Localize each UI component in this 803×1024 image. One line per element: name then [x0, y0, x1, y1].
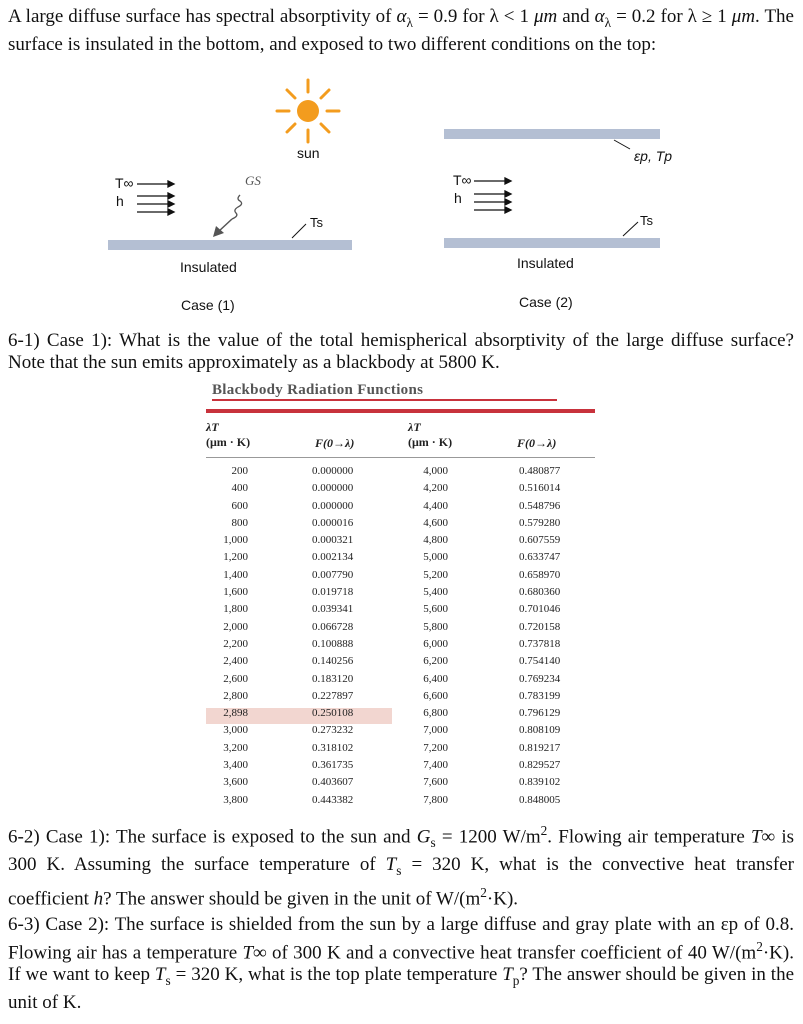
table-cell-lambda-t: 4,200	[423, 482, 448, 495]
q2-h: h	[93, 888, 104, 910]
table-cell-lambda-t: 7,400	[423, 759, 448, 772]
table-cell-lambda-t: 2,898	[223, 707, 248, 720]
alpha-ge-text: = 0.2 for λ ≥ 1	[611, 6, 732, 27]
table-cell-lambda-t: 1,400	[223, 568, 248, 581]
table-cell-fraction: 0.796129	[519, 707, 561, 720]
table-cell-fraction: 0.680360	[519, 586, 561, 599]
table-cell-fraction: 0.361735	[312, 759, 354, 772]
table-cell-lambda-t: 1,200	[223, 551, 248, 564]
table-cell-fraction: 0.250108	[312, 707, 354, 720]
table-cell-lambda-t: 200	[231, 465, 248, 477]
table-top-rule	[206, 409, 595, 413]
ep-tp-label: εp, Tp	[634, 148, 673, 164]
table-cell-fraction: 0.000000	[312, 499, 354, 512]
q2-gs-sub: s	[430, 835, 436, 851]
q3-ts: T	[154, 964, 166, 986]
ep-leader	[614, 140, 630, 149]
intro-text: A large diffuse surface has spectral absorptivity of	[8, 6, 397, 27]
alpha-symbol: α	[396, 6, 407, 27]
h-label-2: h	[454, 190, 462, 206]
q3-tp: T	[502, 964, 513, 986]
table-title: Blackbody Radiation Functions	[212, 382, 424, 398]
table-cell-fraction: 0.007790	[312, 568, 354, 581]
table-cell-lambda-t: 7,200	[423, 741, 448, 754]
table-header-rule	[206, 457, 595, 458]
table-cell-fraction: 0.066728	[312, 620, 354, 633]
table-cell-lambda-t: 6,800	[423, 707, 448, 720]
table-cell-fraction: 0.183120	[312, 672, 354, 685]
h-label-1: h	[116, 193, 124, 209]
q3-text-d: = 320 K, what is the top plate temperature	[170, 964, 503, 986]
table-cell-lambda-t: 1,600	[223, 586, 248, 599]
table-cell-lambda-t: 6,600	[423, 689, 448, 702]
col3-header	[408, 420, 452, 450]
table-cell-fraction: 0.839102	[519, 776, 561, 789]
table-cell-fraction: 0.403607	[312, 776, 354, 789]
table-cell-fraction: 0.227897	[312, 689, 354, 702]
table-cell-lambda-t: 600	[231, 499, 248, 512]
table-cell-lambda-t: 3,400	[223, 759, 248, 772]
q2-text-g: ·K).	[486, 888, 519, 910]
table-cell-fraction: 0.000000	[312, 465, 354, 477]
table-cell-lambda-t: 1,800	[223, 603, 248, 616]
alpha-symbol-2: α	[594, 6, 605, 27]
table-cell-lambda-t: 5,800	[423, 620, 448, 633]
q2-text-c: . Flowing air temperature	[547, 826, 751, 848]
table-cell-lambda-t: 6,400	[423, 672, 448, 685]
table-cell-fraction: 0.516014	[519, 482, 561, 495]
case2-label: Case (2)	[519, 294, 573, 310]
table-cell-lambda-t: 2,600	[223, 672, 248, 685]
case1-label: Case (1)	[181, 297, 235, 313]
table-cell-lambda-t: 2,000	[223, 620, 248, 633]
col-right-f	[519, 463, 589, 809]
ts-label-2: Ts	[640, 213, 653, 228]
case1-surface	[108, 240, 352, 250]
table-cell-lambda-t: 5,400	[423, 586, 448, 599]
col1-unit: (μm · K)	[206, 435, 251, 449]
table-cell-fraction: 0.737818	[519, 637, 561, 650]
table-cell-lambda-t: 400	[231, 482, 248, 495]
intro-and: and	[557, 6, 595, 27]
q2-text-e: = 320 K, what is the convective heat transfer coefficient	[8, 854, 794, 910]
table-cell-lambda-t: 4,600	[423, 516, 448, 529]
col3-unit: (μm · K)	[408, 435, 453, 449]
sun-label: sun	[297, 145, 320, 161]
table-cell-fraction: 0.000016	[312, 516, 354, 529]
question-6-1: 6-1) Case 1): What is the value of the total hemispherical absorptivity of the large diffuse surface? Note that the sun emits approximately as a blackbody at 5800 K.	[8, 330, 794, 373]
table-cell-fraction: 0.480877	[519, 465, 561, 477]
table-cell-lambda-t: 2,200	[223, 637, 248, 650]
table-cell-fraction: 0.548796	[519, 499, 561, 512]
q3-text-b: of 300 K and a convective heat transfer coefficient of 40 W/(m	[266, 942, 757, 964]
col1-header-text: λT	[206, 420, 219, 434]
table-cell-fraction: 0.633747	[519, 551, 561, 564]
table-cell-lambda-t: 3,000	[223, 724, 248, 737]
q2-text-a: 6-2) Case 1): The surface is exposed to the sun and	[8, 826, 417, 848]
table-cell-lambda-t: 6,000	[423, 637, 448, 650]
unit-um: μm	[533, 6, 558, 27]
q2-text-f: ? The answer should be given in the unit of W/(m	[103, 888, 481, 910]
case2-flow-arrows	[474, 178, 511, 213]
col4-header: F(0→λ)	[517, 436, 557, 450]
q3-text-c: ·K). If we want to keep	[8, 942, 794, 986]
question-6-3	[8, 914, 794, 1014]
table-cell-fraction: 0.769234	[519, 672, 561, 685]
table-cell-fraction: 0.140256	[312, 655, 354, 668]
t-inf-label-2: T∞	[453, 172, 472, 188]
table-cell-lambda-t: 800	[231, 516, 248, 529]
q2-ts: T	[385, 854, 397, 876]
table-cell-fraction: 0.808109	[519, 724, 561, 737]
question-6-2	[8, 820, 794, 910]
table-cell-lambda-t: 5,000	[423, 551, 448, 564]
col-left-lt	[206, 463, 248, 809]
q3-sup: 2	[756, 939, 763, 954]
table-cell-fraction: 0.019718	[312, 586, 354, 599]
col3-header-text: λT	[408, 420, 421, 434]
intro-paragraph: A large diffuse surface has spectral absorptivity of $\alpha_\lambda = 0.9$ for λ < 1 μm and $\alpha_\lambda = 0.2$ for λ ≥ 1 μm. The surface is insulated in the bottom, and exposed to two different conditions on the top:	[8, 6, 794, 55]
table-cell-fraction: 0.100888	[312, 637, 354, 650]
table-cell-fraction: 0.754140	[519, 655, 561, 668]
insulated-label-2: Insulated	[517, 255, 574, 271]
q3-text-a: 6-3) Case 2): The surface is shielded from the sun by a large diffuse and gray plate with an εp of 0.8. Flowing air has a temperature	[8, 914, 794, 964]
irradiation-arrow	[213, 195, 242, 237]
table-cell-fraction: 0.658970	[519, 568, 561, 581]
table-cell-lambda-t: 7,000	[423, 724, 448, 737]
table-cell-lambda-t: 4,000	[423, 465, 448, 477]
col-left-f	[312, 463, 382, 809]
table-cell-lambda-t: 3,800	[223, 793, 248, 806]
case2-surface	[444, 238, 660, 248]
alpha-lt-text: = 0.9 for λ < 1	[412, 6, 534, 27]
table-title-rule	[212, 399, 557, 401]
table-cell-lambda-t: 6,200	[423, 655, 448, 668]
table-cell-lambda-t: 3,200	[223, 741, 248, 754]
insulated-label-1: Insulated	[180, 259, 237, 275]
t-inf-label-1: T∞	[115, 175, 134, 191]
q2-gs: G	[416, 826, 431, 848]
ts2-leader	[623, 222, 638, 236]
table-cell-lambda-t: 7,600	[423, 776, 448, 789]
table-cell-fraction: 0.000000	[312, 482, 354, 495]
q2-sup-1: 2	[540, 823, 548, 838]
q3-text-e: ? The answer should be given in the unit of K.	[8, 964, 795, 1014]
table-cell-fraction: 0.443382	[312, 793, 354, 806]
table-cell-lambda-t: 4,400	[423, 499, 448, 512]
table-cell-fraction: 0.318102	[312, 741, 354, 754]
table-cell-fraction: 0.783199	[519, 689, 561, 702]
case2-top-plate	[444, 129, 660, 139]
table-cell-fraction: 0.579280	[519, 516, 561, 529]
table-cell-lambda-t: 4,800	[423, 534, 448, 547]
table-cell-fraction: 0.701046	[519, 603, 561, 616]
gs-label: GS	[245, 173, 261, 188]
q2-ts-sub: s	[396, 862, 402, 878]
table-cell-fraction: 0.002134	[312, 551, 354, 564]
q3-tp-sub: p	[512, 973, 520, 989]
table-cell-fraction: 0.607559	[519, 534, 561, 547]
table-cell-lambda-t: 5,200	[423, 568, 448, 581]
sun-icon	[277, 80, 339, 142]
q3-ts-sub: s	[165, 973, 171, 989]
table-cell-fraction: 0.819217	[519, 741, 561, 754]
q2-text-b: = 1200 W/m	[435, 826, 541, 848]
ts-label-1: Ts	[310, 215, 323, 230]
case1-flow-arrows	[137, 181, 174, 215]
table-cell-lambda-t: 5,600	[423, 603, 448, 616]
table-cell-fraction: 0.720158	[519, 620, 561, 633]
table-cell-lambda-t: 3,600	[223, 776, 248, 789]
table-cell-lambda-t: 7,800	[423, 793, 448, 806]
col1-header	[206, 420, 250, 450]
unit-um-2: μm	[731, 6, 756, 27]
col-right-lt	[408, 463, 448, 809]
col2-header: F(0→λ)	[315, 436, 355, 450]
table-cell-fraction: 0.829527	[519, 759, 561, 772]
intro-text-2: . The surface is insulated in the bottom, and exposed to two different conditions on the top:	[8, 6, 794, 55]
table-cell-fraction: 0.039341	[312, 603, 354, 616]
q2-tinf: T∞	[750, 826, 776, 848]
q2-text-d: is 300 K. Assuming the surface temperature of	[8, 826, 794, 876]
q3-tinf: T∞	[242, 942, 267, 964]
table-cell-fraction: 0.000321	[312, 534, 354, 547]
table-cell-lambda-t: 1,000	[223, 534, 248, 547]
q2-sup-2: 2	[480, 884, 487, 900]
table-cell-lambda-t: 2,800	[223, 689, 248, 702]
ts1-leader	[292, 224, 306, 238]
table-cell-fraction: 0.273232	[312, 724, 354, 737]
table-cell-fraction: 0.848005	[519, 793, 561, 806]
diagram	[0, 0, 803, 330]
table-cell-lambda-t: 2,400	[223, 655, 248, 668]
